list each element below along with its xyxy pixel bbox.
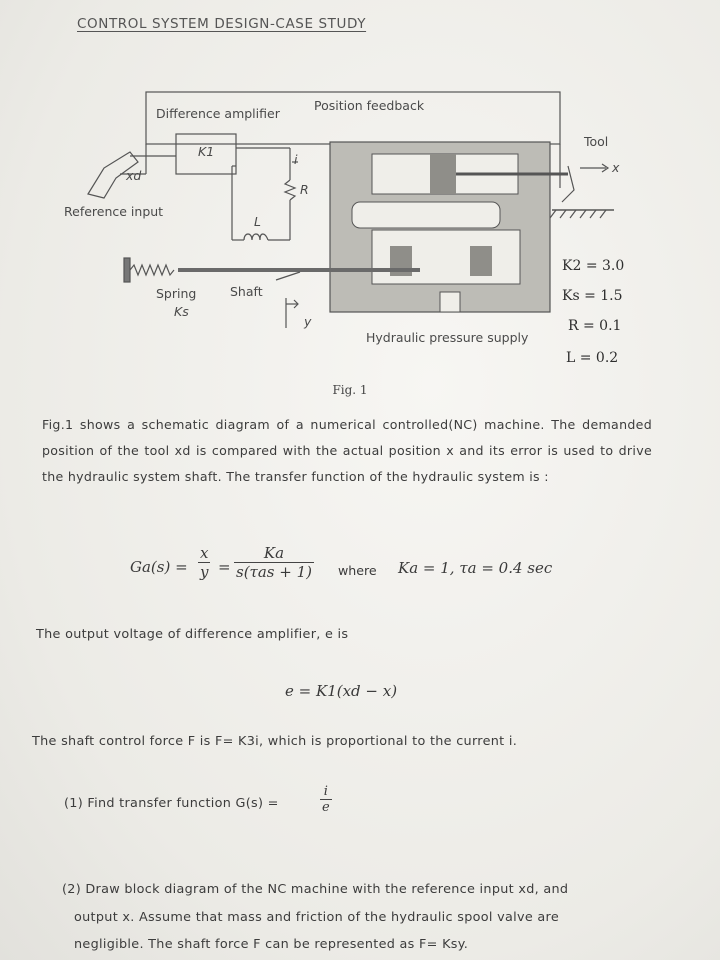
- intro-paragraph: Fig.1 shows a schematic diagram of a numerical controlled(NC) machine. The demanded position of the tool xd is compared with the actual position x and its error is used to drive the hydraulic system shaft. The transfer function of the hydraulic system is :: [42, 417, 652, 484]
- label-reference-input: Reference input: [64, 204, 164, 219]
- question-1-num: i: [323, 784, 328, 799]
- equation-error: e = K1(xd − x): [285, 682, 398, 700]
- label-y: y: [304, 314, 312, 329]
- equation-ga-den-y: y: [200, 563, 209, 581]
- label-k1: K1: [198, 144, 215, 159]
- equation-ga-fraction-ka: [234, 544, 314, 581]
- question-1-den: e: [322, 800, 330, 815]
- question-1-fraction: [320, 784, 332, 815]
- label-difference-amplifier: Difference amplifier: [156, 106, 280, 121]
- equation-where: where: [338, 563, 377, 578]
- hydraulic-valve-body: [330, 142, 550, 312]
- label-inductor-l: L: [254, 214, 261, 229]
- question-1-label: (1) Find transfer function G(s) =: [64, 796, 279, 811]
- label-x: x: [612, 160, 620, 175]
- label-tool: Tool: [584, 134, 609, 149]
- equation-ga-num-x: x: [200, 544, 209, 562]
- figure-caption: Fig. 1: [332, 383, 368, 397]
- output-voltage-text: The output voltage of difference amplifier, e is: [36, 627, 349, 642]
- equation-ga-den: s(τas + 1): [236, 563, 312, 581]
- question-2-line-3: negligible. The shaft force F can be represented as F= Ksy.: [74, 937, 469, 952]
- equation-ga-equals: =: [218, 558, 231, 576]
- label-spring: Spring: [156, 286, 197, 301]
- label-current-i: i: [294, 152, 298, 167]
- label-position-feedback: Position feedback: [314, 98, 425, 113]
- page-header-title: CONTROL SYSTEM DESIGN-CASE STUDY: [77, 16, 367, 32]
- equation-ga-fraction-xy: [198, 544, 210, 581]
- param-r: R = 0.1: [568, 318, 622, 334]
- equation-ga-num-ka: Ka: [263, 544, 285, 562]
- label-xd: xd: [126, 168, 142, 183]
- question-2-line-1: (2) Draw block diagram of the NC machine with the reference input xd, and: [62, 882, 569, 897]
- schematic-figure: [0, 70, 720, 380]
- equation-ga: [130, 544, 610, 594]
- coil-circuit: [232, 148, 298, 240]
- question-2-line-2: output x. Assume that mass and friction of the hydraulic spool valve are: [74, 910, 559, 925]
- param-l: L = 0.2: [566, 350, 619, 366]
- param-k2: K2 = 3.0: [562, 258, 625, 274]
- shaft-force-text: The shaft control force F is F= K3i, which is proportional to the current i.: [32, 734, 518, 749]
- equation-params: Ka = 1, τa = 0.4 sec: [398, 559, 553, 577]
- label-spring-k: Ks: [174, 304, 189, 319]
- label-resistor-r: R: [300, 182, 309, 197]
- equation-ga-lhs: Ga(s) =: [130, 558, 188, 576]
- label-hydraulic-supply: Hydraulic pressure supply: [366, 330, 529, 345]
- label-shaft: Shaft: [230, 284, 263, 299]
- param-ks: Ks = 1.5: [562, 288, 623, 304]
